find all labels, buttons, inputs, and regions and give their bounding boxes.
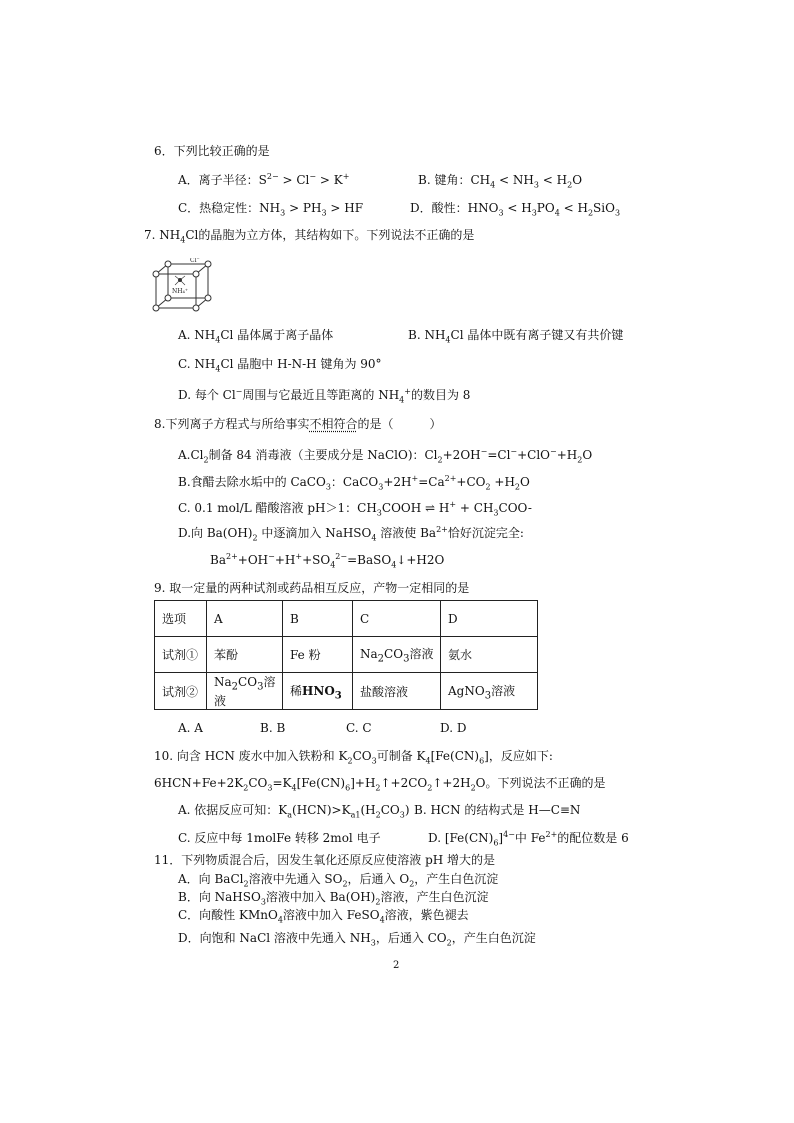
q11-option-b: B．向 NaHSO$_3$溶液中加入 $Ba(OH)_2$溶液，产生白色沉淀	[178, 890, 489, 907]
q7-option-b: B. $NH_4Cl$ 晶体中既有离子键又有共价键	[408, 328, 624, 345]
q8-option-b: B.食醋去除水垢中的 CaCO$_3$：$CaCO_3+2H^+=Ca^{2+}+CO_2 +H_2O$	[178, 474, 530, 492]
q11-option-a: A．向 BaCl$_2$溶液中先通入 $SO_2$，后通入 $O_2$，产生白色沉淀	[178, 872, 499, 889]
table-cell: 选项	[155, 601, 207, 637]
q11-option-d: D．向饱和 NaCl 溶液中先通入 $NH_3$，后通入 $CO_2$，产生白色沉淀	[178, 931, 536, 948]
q10-option-a: A. 依据反应可知：$K_a(HCN)>K_{a1}(H_2CO_3)$	[178, 803, 410, 820]
q7-option-a: A. $NH_4Cl$ 晶体属于离子晶体	[178, 328, 334, 345]
svg-text:NH₄⁺: NH₄⁺	[172, 288, 189, 295]
table-cell: A	[207, 601, 283, 637]
table-cell: 稀$HNO_3$	[283, 673, 353, 710]
table-cell: AgNO$_3$溶液	[441, 673, 538, 710]
q9-answer-a: A. A	[178, 721, 203, 735]
table-row	[155, 673, 538, 710]
q10-option-d: D. $[Fe(CN)_6]^{4-}$中 $Fe^{2+}$的配位数是 6	[428, 830, 629, 848]
table-cell: $Na_2CO_3$溶液	[353, 637, 441, 673]
q10-option-b: B. HCN 的结构式是 H—C≡N	[414, 803, 581, 817]
q11-option-c: C．向酸性 KMnO$_4$溶液中加入 FeSO$_4$溶液，紫色褪去	[178, 908, 469, 925]
q6-stem: 6．下列比较正确的是	[154, 144, 270, 158]
q7-option-d: D. 每个 Cl−周围与它最近且等距离的 $NH_4^+$的数目为 8	[178, 387, 471, 405]
q7-stem: 7. $NH_4Cl$的晶胞为立方体，其结构如下。下列说法不正确的是	[144, 228, 475, 245]
table-cell: 试剂①	[155, 637, 207, 673]
q9-stem: 9. 取一定量的两种试剂或药品相互反应，产物一定相同的是	[154, 581, 470, 595]
page-number: 2	[393, 960, 400, 971]
table-cell: Fe 粉	[283, 637, 353, 673]
svg-text:Cl⁻: Cl⁻	[190, 258, 200, 264]
q9-answer-d: D. D	[440, 721, 467, 735]
table-cell: C	[353, 601, 441, 637]
q6-option-c: C．热稳定性：$NH_3 > PH_3$ > HF	[178, 201, 364, 218]
table-cell: B	[283, 601, 353, 637]
q11-stem: 11．下列物质混合后，因发生氧化还原反应使溶液 pH 增大的是	[154, 853, 496, 867]
table-cell: 苯酚	[207, 637, 283, 673]
table-row	[155, 637, 538, 673]
q8-option-d-equation: $Ba^{2+}+OH^-+H^++SO_4^{2-}=BaSO_4↓+H2O$	[210, 552, 445, 570]
table-cell: 氨水	[441, 637, 538, 673]
q8-option-c: C. 0.1 mol/L 醋酸溶液 pH＞1：$CH_3COOH$ ⇌ $H^+ + CH_3COO-$	[178, 500, 532, 518]
q6-option-b: B. 键角：$CH_4 < NH_3 < H_2O$	[418, 173, 583, 190]
q7-option-c: C. $NH_4Cl$ 晶胞中 H-N-H 键角为 90°	[178, 357, 382, 374]
table-cell: 试剂②	[155, 673, 207, 710]
q8-option-d: D.向 $Ba(OH)_2$ 中逐滴加入 NaHSO$_4$ 溶液使 $Ba^{2+}$恰好沉淀完全:	[178, 525, 524, 543]
table-cell: D	[441, 601, 538, 637]
q10-equation: $6HCN+Fe+2K_2CO_3=K_4[Fe(CN)_6]+H_2↑+2CO_2↑+2H_2O$。下列说法不正确的是	[154, 776, 606, 793]
q8-option-a: $A.Cl_2$制备 84 消毒液（主要成分是 NaClO)：$Cl_2+2OH^-=Cl^-+ClO^-+H_2O$	[178, 447, 593, 465]
q6-option-a: A．离子半径：$S^{2-} > Cl^- > K^+$	[178, 172, 350, 187]
table-header-row	[155, 601, 538, 637]
nh4cl-unit-cell-figure	[150, 258, 216, 320]
table-cell: 盐酸溶液	[353, 673, 441, 710]
table-cell: $Na_2CO_3$溶液	[207, 673, 283, 710]
q10-option-c: C. 反应中每 1molFe 转移 2mol 电子	[178, 831, 381, 845]
q9-answer-c: C. C	[346, 721, 372, 735]
q6-option-d: D．酸性：$HNO_3 < H_3PO_4 < H_2SiO_3$	[410, 201, 621, 218]
q10-stem: 10. 向含 HCN 废水中加入铁粉和 $K_2CO_3$可制备 $K_4[Fe(CN)_6]$，反应如下:	[154, 749, 553, 766]
q9-answer-b: B. B	[260, 721, 286, 735]
q8-stem: 8.下列离子方程式与所给事实不相符合的是（ ）	[154, 417, 442, 431]
q9-reagent-table	[154, 600, 538, 710]
